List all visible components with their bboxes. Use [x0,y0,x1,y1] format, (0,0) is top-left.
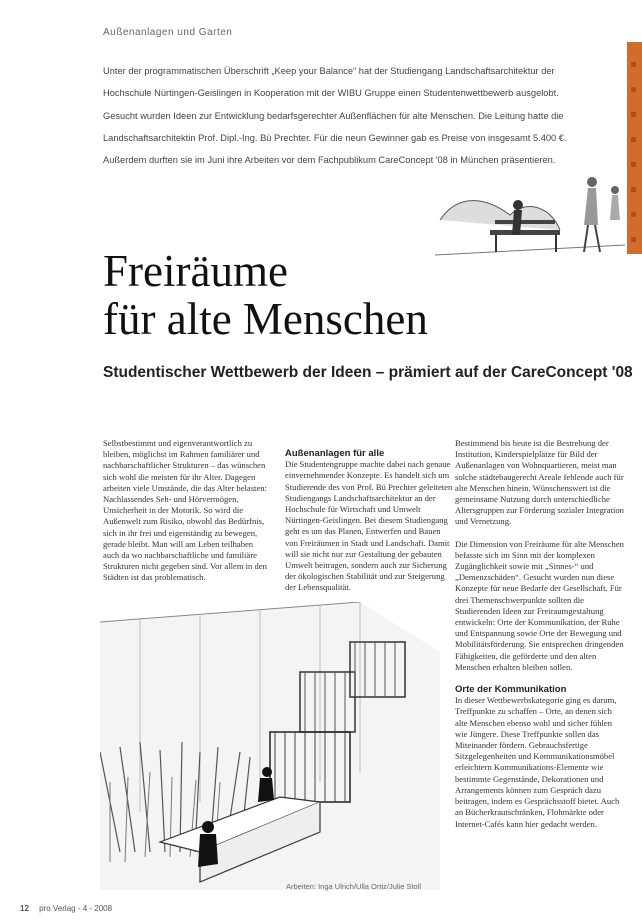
park-bench-sketch [430,160,630,280]
column-3-paragraph-3: In dieser Wettbewerbskategorie ging es darum, Treffpunkte zu schaffen – Orte, an denen sich alte Menschen ebenso wohl und sicher fühlen wie Jüngere. Diese Treffpunkte sollen das Miteinander fördern. Gebrauchsfertige Sitzgelegenheiten und Kommunikationsmöbel erleichtern Kommunikations-Elemente wie bestimmte Gegenstände, Dekorationen und Arrangements können zum Gespräch dazu beitragen, indem es Gesprächsstoff bietet. Auch an Bücherkrautschränken, Flohmärkte oder Internet-Cafés kann hier gedacht werden. [455,695,620,829]
image-caption: Arbeiten: Inga Ulrich/Ulla Ortiz/Julie Stoll [286,882,422,891]
publication-name: pro Verlag - 4 - 2008 [39,904,113,913]
column-3-paragraph-2: Die Dimension von Freiräume für alte Menschen befasste sich im Sinn mit der komplexen Zugänglichkeit sowie mit „Sinnes-“ und „Demenzschäden“. Gesucht wurden nun diese Konzepte für neue Bedarfe der Gesellschaft. Für drei Themenschwerpunkte sollten die Studierenden Ideen zur Freiraumgestaltung entwickeln: Orte der Kommunikation, der Ruhe und Entspannung sowie Orte der Bewegung und Mobilitätsförderung. Sie entsprechen dringenden Fähigkeiten, die geförderte und den alten Menschen erhalten bleiben sollen. [455,538,624,672]
column-3-paragraph-1: Bestimmend bis heute ist die Bestrebung der Institution, Kinderspielplätze für Bild der Außenanlagen von Wohnquartieren, meist man solche städtebaugerecht Areale fehlende auch für alte Menschen hinein. Wünschenswert ist die gemeinsame Nutzung durch unterschiedliche Altersgruppen zur Förderung sozialer Integration und Vernetzung. [455,438,624,527]
column-3-heading: Orte der Kommunikation [455,684,567,696]
column-2-heading: Außenanlagen für alle [285,448,385,459]
column-3 [455,438,625,841]
section-label: Außenanlagen und Garten [103,27,233,38]
title-line-2: für alte Menschen [103,294,428,344]
article-title [103,247,428,343]
column-1-text: Selbstbestimmt und eigenverantwortlich zu bleiben, möglichst im Rahmen familiärer und nachbarschaftlicher Strukturen – das wünschen sich wohl die meisten für ihr Alter. Dagegen arbeiten viele Umstände, die das Alter belasten: Nachlassendes Seh- und Hörvermögen, Unsicherheit in der Motorik. So wird die Außenwelt zum Risiko, obwohl das Bedürfnis, sich in ihr frei und eigenständig zu bewegen, gerade bleibt. Man will am Leben teilhaben auch da wo nachbarschaftliche und familiäre Strukturen nicht gegeben sind. Vor allem in den Städten ist das problematisch. [103,438,267,583]
column-2 [285,448,453,605]
column-2-text: Die Studentengruppe machte dabei nach genaue einvernehmender Konzepte. Es handelt sich um Studierende des von Prof. Bü Prechter geleiteten Studiengangs Landschaftsarchitektur an der Hochschule für Wirtschaft und Umwelt Nürtingen-Geislingen. Bei diesem Studiengang geht es um das Planen, Entwerfen und Bauen von Freiräumen in Stadt und Landschaft. Damit will sie nicht nur zur Gestaltung der gebauten Umwelt beitragen, sondern auch zur Sicherung der ökologischen Stabilität und zur Steigerung der Lebensqualität. [285,459,453,593]
column-1 [103,438,271,595]
title-line-1: Freiräume [103,246,288,296]
page-number: 12 [20,904,29,913]
article-subtitle: Studentischer Wettbewerb der Ideen – prämiert auf der CareConcept '08 [103,364,633,381]
intro-text: Unter der programmatischen Überschrift „Keep your Balance“ hat der Studiengang Landschaftsarchitektur der Hochschule Nürtingen-Geislingen in Kooperation mit der WIBU Gruppe einen Studentenwettbewerb ausgelobt. Gesucht wurden Ideen zur Entwicklung bedarfsgerechter Außenflächen für alte Menschen. Die Leitung hatte die Landschaftsarchitektin Prof. Dipl.-Ing. Bü Prechter. Für die neun Gewinner gab es Preise von insgesamt 5.400 €. Außerdem durften sie im Juni ihre Arbeiten vor dem Fachpublikum CareConcept '08 in München präsentieren. [103,66,567,166]
garden-seating-sketch [100,602,440,890]
page-footer [20,904,112,913]
